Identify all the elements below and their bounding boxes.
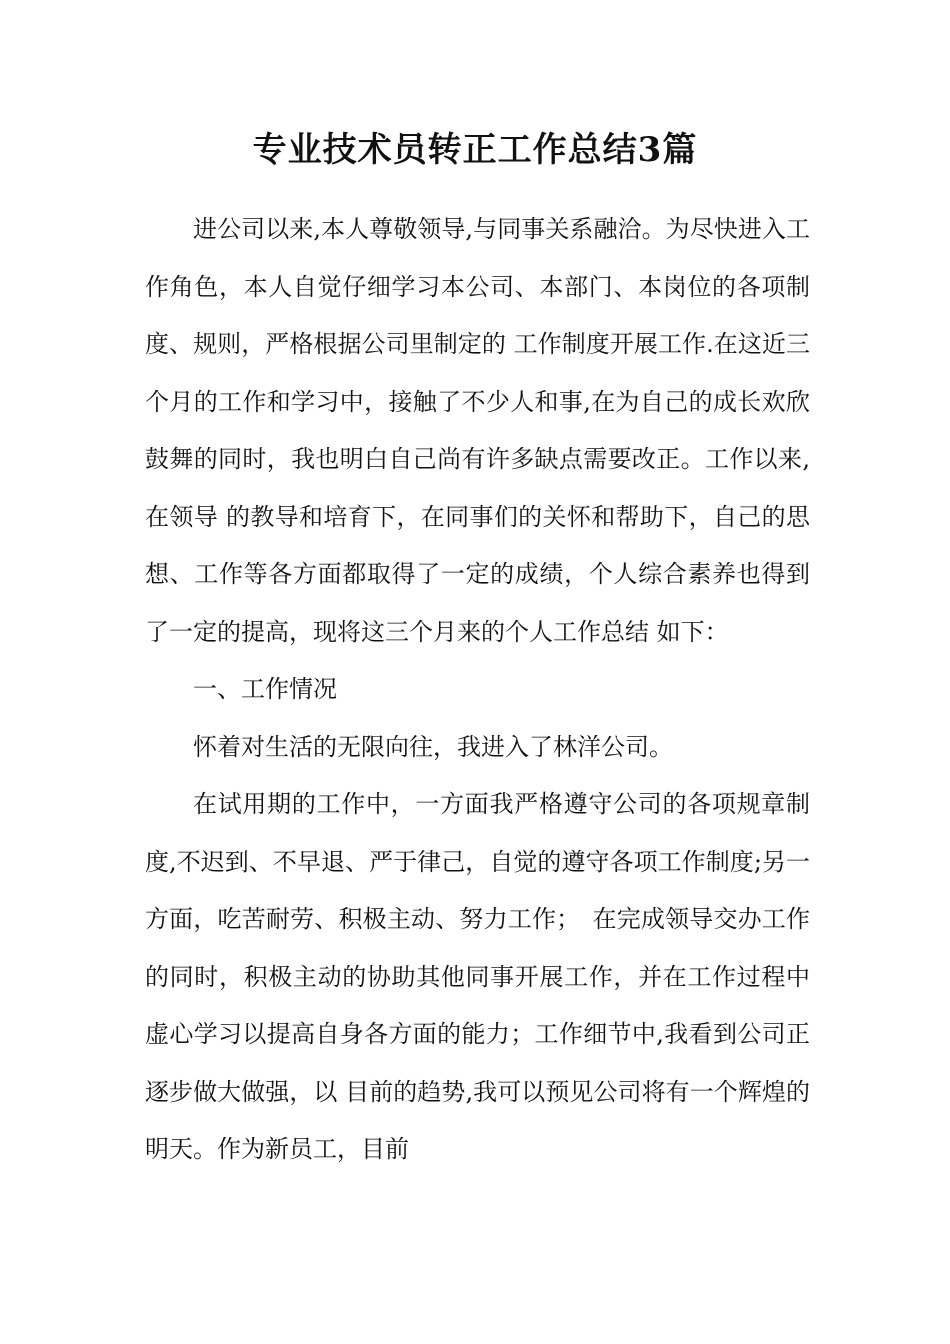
document-body [145,201,810,1179]
paragraph-intro: 进公司以来,本人尊敬领导,与同事关系融洽。为尽快进入工作角色，本人自觉仔细学习本公司、本部门、本岗位的各项制度、规则，严格根据公司里制定的 工作制度开展工作.在这近三个月的工作和学习中，接触了不少人和事,在为自己的成长欢欣鼓舞的同时，我也明白自己尚有许多缺点需要改正。工作以来,在领导 的教导和培育下，在同事们的关怀和帮助下，自己的思想、工作等各方面都取得了一定的成绩，个人综合素养也得到了一定的提高，现将这三个月来的个人工作总结 如下： [145,215,810,646]
document-title: 专业技术员转正工作总结3篇 [252,130,698,170]
paragraph-joining-company: 怀着对生活的无限向往，我进入了林洋公司。 [193,732,673,761]
section-heading-work-situation: 一、工作情况 [193,675,337,703]
paragraph-probation-work: 在试用期的工作中，一方面我严格遵守公司的各项规章制度,不迟到、不早退、严于律己，自觉的遵守各项工作制度;另一方面，吃苦耐劳、积极主动、努力工作； 在完成领导交办工作的同时，积极主动的协助其他同事开展工作，并在工作过程中虚心学习以提高自身各方面的能力；工作细节中,我看到公司正逐步做大做强，以 目前的趋势,我可以预见公司将有一个辉煌的明天。作为新员工，目前 [145,790,810,1163]
